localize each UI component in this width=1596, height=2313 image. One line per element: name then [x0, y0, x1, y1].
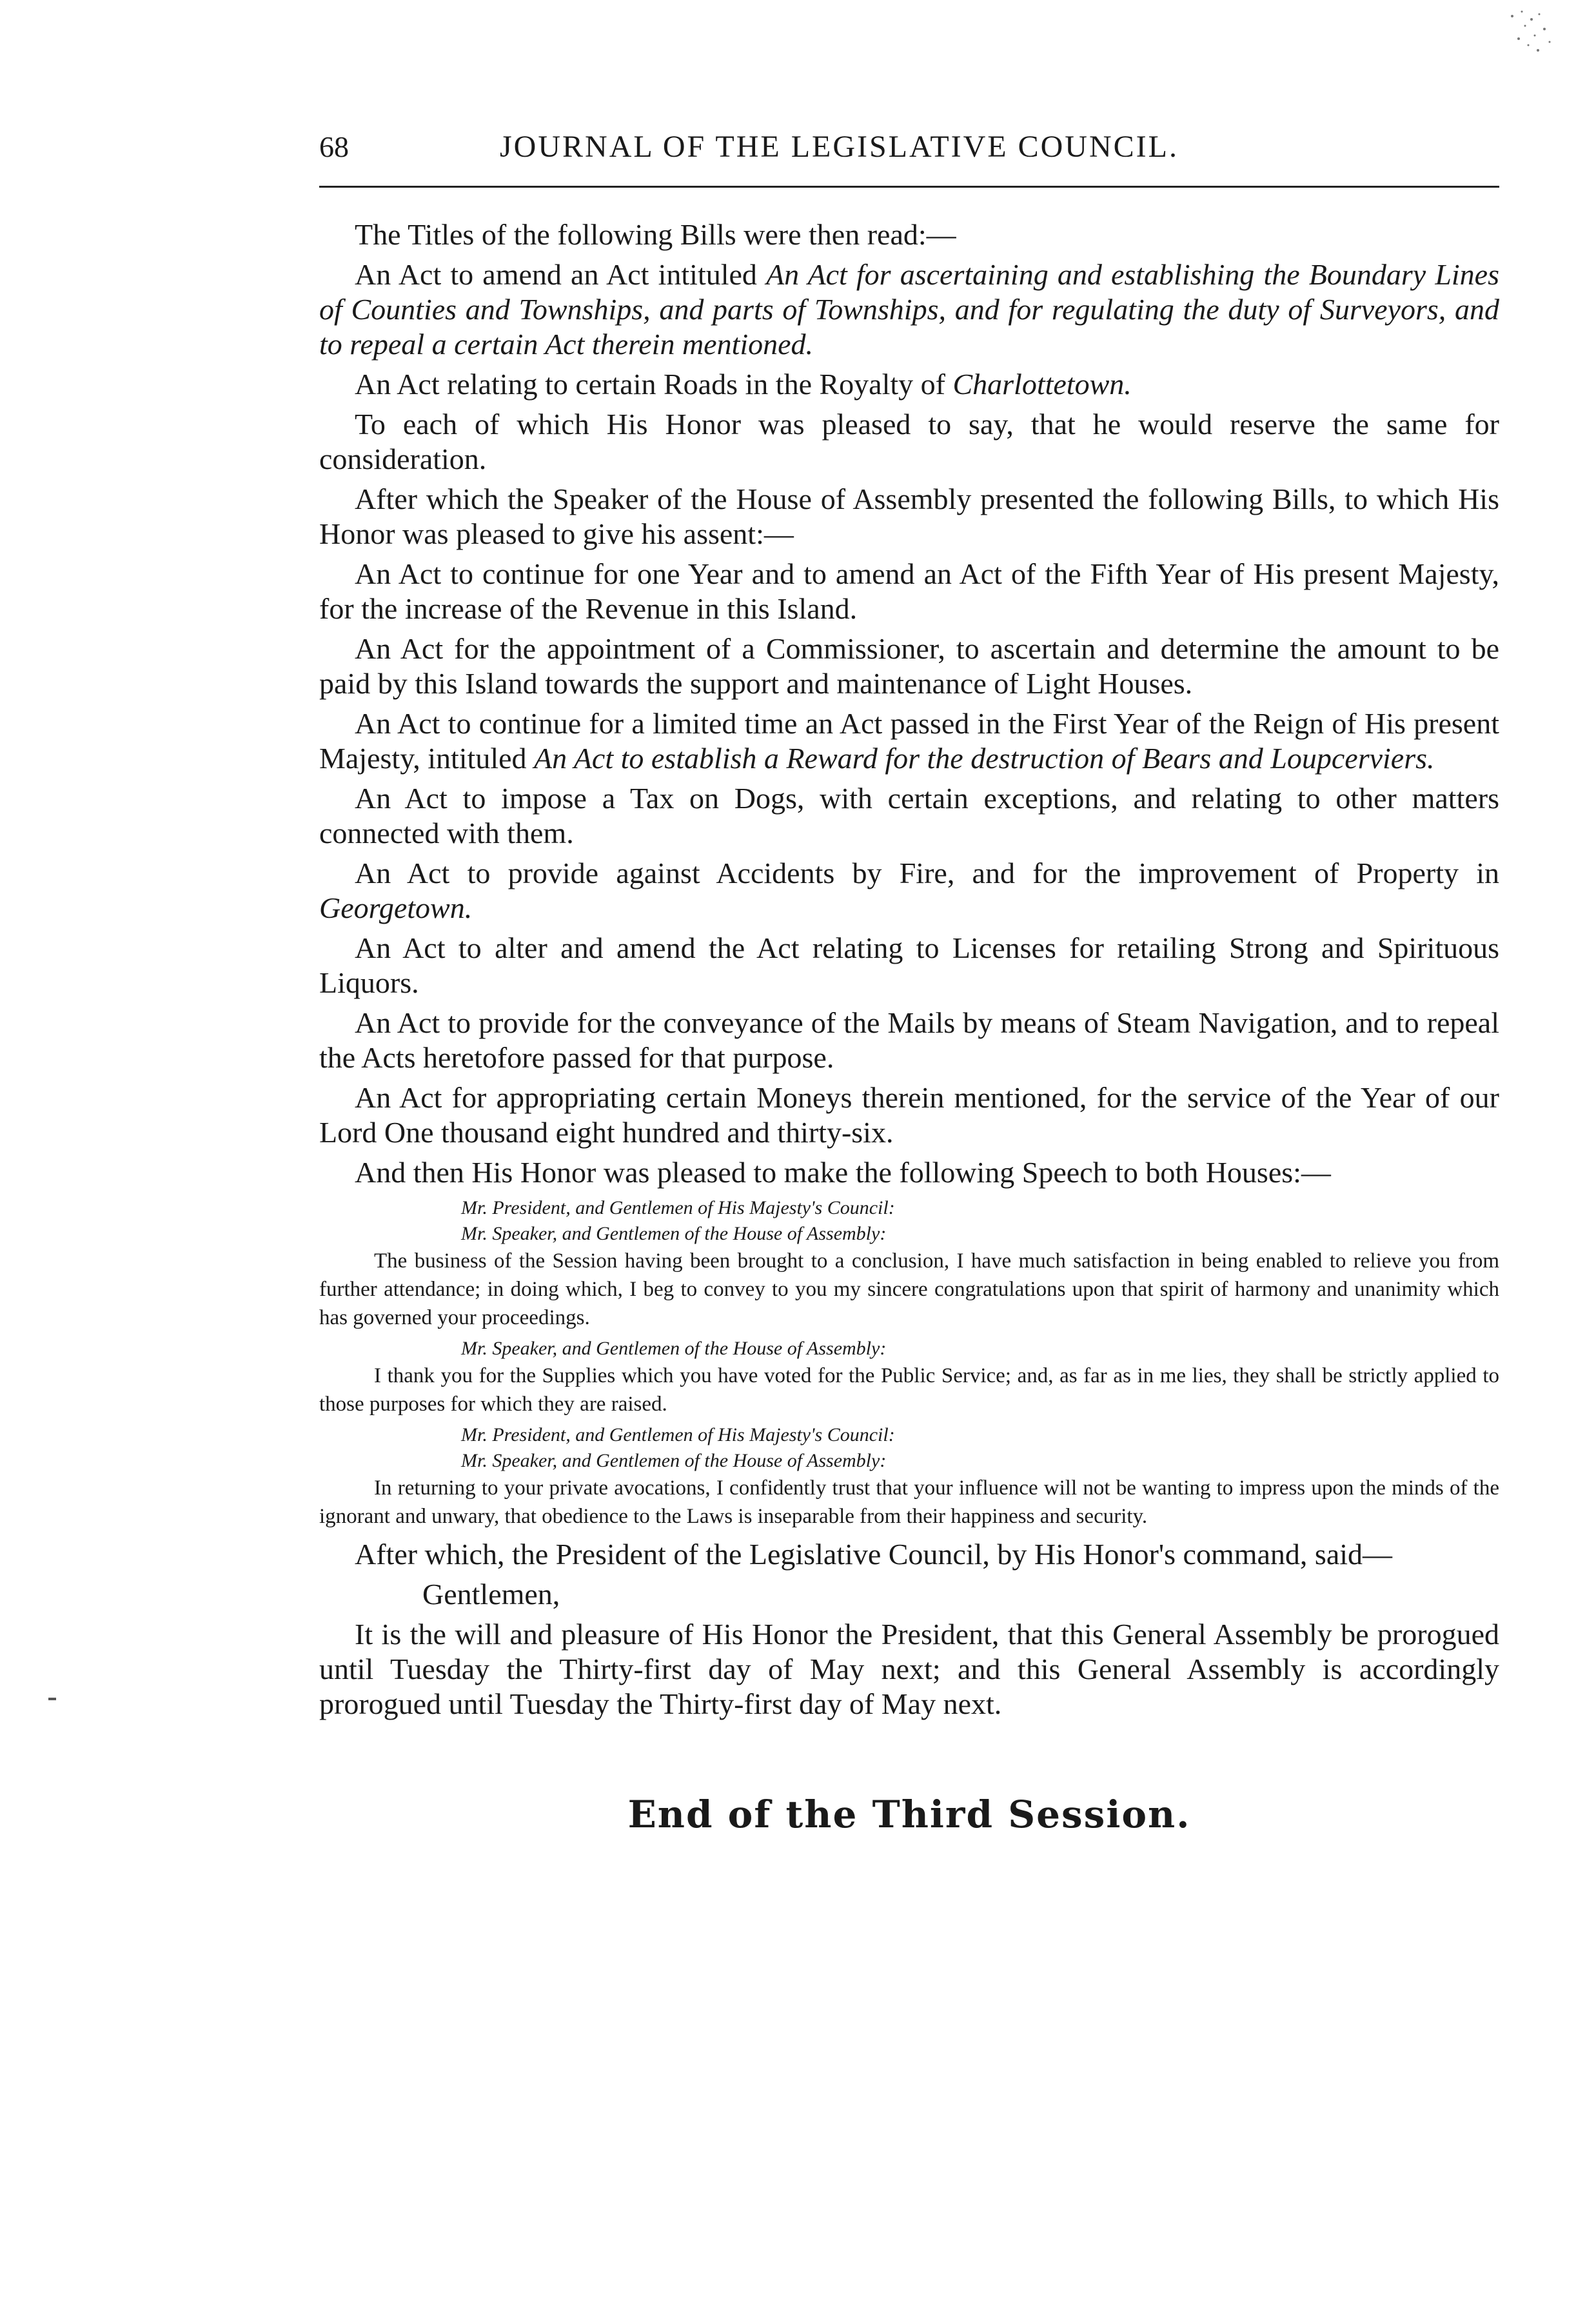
- speech-paragraph: In returning to your private avocations, I confidently trust that your influence will not be wanting to impress upon the minds of the ignorant and unwary, that obedience to the Laws is inseparable from their happiness and security.: [319, 1476, 1499, 1528]
- paragraph-text: To each of which His Honor was pleased to say, that he would reserve the same for consideration.: [319, 408, 1499, 475]
- paragraph-text: After which the Speaker of the House of Assembly presented the following Bills, to which His Honor was pleased to give his assent:—: [319, 482, 1499, 550]
- end-of-session-title: End of the Third Session.: [627, 1792, 1191, 1836]
- speech-paragraph: The business of the Session having been brought to a conclusion, I have much satisfaction in being enabled to relieve you from further attendance; in doing which, I beg to convey to you my sincere congratulations upon that spirit of harmony and unanimity which has governed your proceedings.: [319, 1249, 1499, 1329]
- paragraph-text: An Act for the appointment of a Commissioner, to ascertain and determine the amount to be paid by this Island towards the support and maintenance of Light Houses.: [319, 632, 1499, 700]
- paragraph-text: An Act to continue for a limited time an Act passed in the First Year of the Reign of His present Majesty, intituled: [319, 707, 1499, 775]
- address-gentlemen: Gentlemen,: [422, 1578, 560, 1611]
- closing-paragraph: After which, the President of the Legislative Council, by His Honor's command, said—: [355, 1538, 1393, 1571]
- speech: [319, 1195, 1499, 1531]
- paragraph: [319, 407, 1499, 477]
- page: [319, 129, 1499, 1836]
- speech-salutation: Mr. Speaker, and Gentlemen of the House of Assembly:: [461, 1223, 887, 1244]
- paragraph-text: An Act to continue for one Year and to amend an Act of the Fifth Year of His present Majesty, for the increase of the Revenue in this Island.: [319, 557, 1499, 625]
- paragraph: [319, 781, 1499, 851]
- paragraph: [319, 1155, 1499, 1190]
- paragraph: [319, 856, 1499, 926]
- paragraph: [319, 217, 1499, 252]
- paragraph: [319, 557, 1499, 626]
- paragraph-text: An Act relating to certain Roads in the Royalty of: [355, 368, 953, 401]
- paragraph-text: An Act to impose a Tax on Dogs, with certain exceptions, and relating to other matters connected with them.: [319, 782, 1499, 849]
- running-title: JOURNAL OF THE LEGISLATIVE COUNCIL.: [500, 130, 1179, 164]
- paragraph-text: The Titles of the following Bills were then read:—: [355, 218, 956, 251]
- act-title: An Act to establish a Reward for the destruction of Bears and Loupcerviers.: [534, 742, 1435, 775]
- paragraph: [319, 482, 1499, 551]
- paragraph: [319, 1006, 1499, 1075]
- speech-salutation: Mr. Speaker, and Gentlemen of the House of Assembly:: [461, 1450, 887, 1471]
- place-name: Charlottetown.: [952, 368, 1132, 401]
- paragraph-text: An Act to provide for the conveyance of the Mails by means of Steam Navigation, and to repeal the Acts heretofore passed for that purpose.: [319, 1006, 1499, 1074]
- paragraph: [319, 1080, 1499, 1150]
- speech-paragraph: I thank you for the Supplies which you have voted for the Public Service; and, as far as in me lies, they shall be strictly applied to those purposes for which they are raised.: [319, 1364, 1499, 1416]
- paragraph-text: An Act to alter and amend the Act relating to Licenses for retailing Strong and Spirituous Liquors.: [319, 931, 1499, 999]
- paragraph-text: And then His Honor was pleased to make the following Speech to both Houses:—: [355, 1156, 1331, 1189]
- act-title: An Act for ascertaining and establishing the Boundary Lines of Counties and Townships, and parts of Townships, and for regulating the duty of Surveyors, and to repeal a certain Act therein mentioned.: [319, 258, 1500, 361]
- page-number: 68: [319, 130, 349, 163]
- speech-salutation: Mr. Speaker, and Gentlemen of the House of Assembly:: [461, 1338, 887, 1359]
- prorogation-paragraph: It is the will and pleasure of His Honor the President, that this General Assembly be prorogued until Tuesday the Thirty-first day of May next; and this General Assembly is accordingly prorogued until Tuesday the Thirty-first day of May next.: [319, 1618, 1499, 1720]
- paragraph-text: An Act for appropriating certain Moneys therein mentioned, for the service of the Year of our Lord One thousand eight hundred and thirty-six.: [319, 1081, 1499, 1149]
- paragraph: [319, 257, 1499, 362]
- journal-body: [319, 217, 1499, 1190]
- page-header: [319, 129, 1499, 174]
- paragraph: [319, 631, 1499, 701]
- paragraph-text: An Act to provide against Accidents by Fire, and for the improvement of Property in: [355, 857, 1499, 889]
- place-name: Georgetown.: [319, 891, 473, 924]
- header-rule: [319, 186, 1499, 188]
- speech-salutation: Mr. President, and Gentlemen of His Majesty's Council:: [461, 1197, 895, 1218]
- corner-speckle: [1499, 6, 1557, 58]
- paragraph: [319, 706, 1499, 776]
- paragraph: [319, 367, 1499, 402]
- speech-salutation: Mr. President, and Gentlemen of His Majesty's Council:: [461, 1424, 895, 1445]
- paragraph: [319, 931, 1499, 1000]
- paragraph-text: An Act to amend an Act intituled: [355, 258, 767, 291]
- closing-section: [319, 1537, 1499, 1722]
- margin-mark: [48, 1698, 56, 1700]
